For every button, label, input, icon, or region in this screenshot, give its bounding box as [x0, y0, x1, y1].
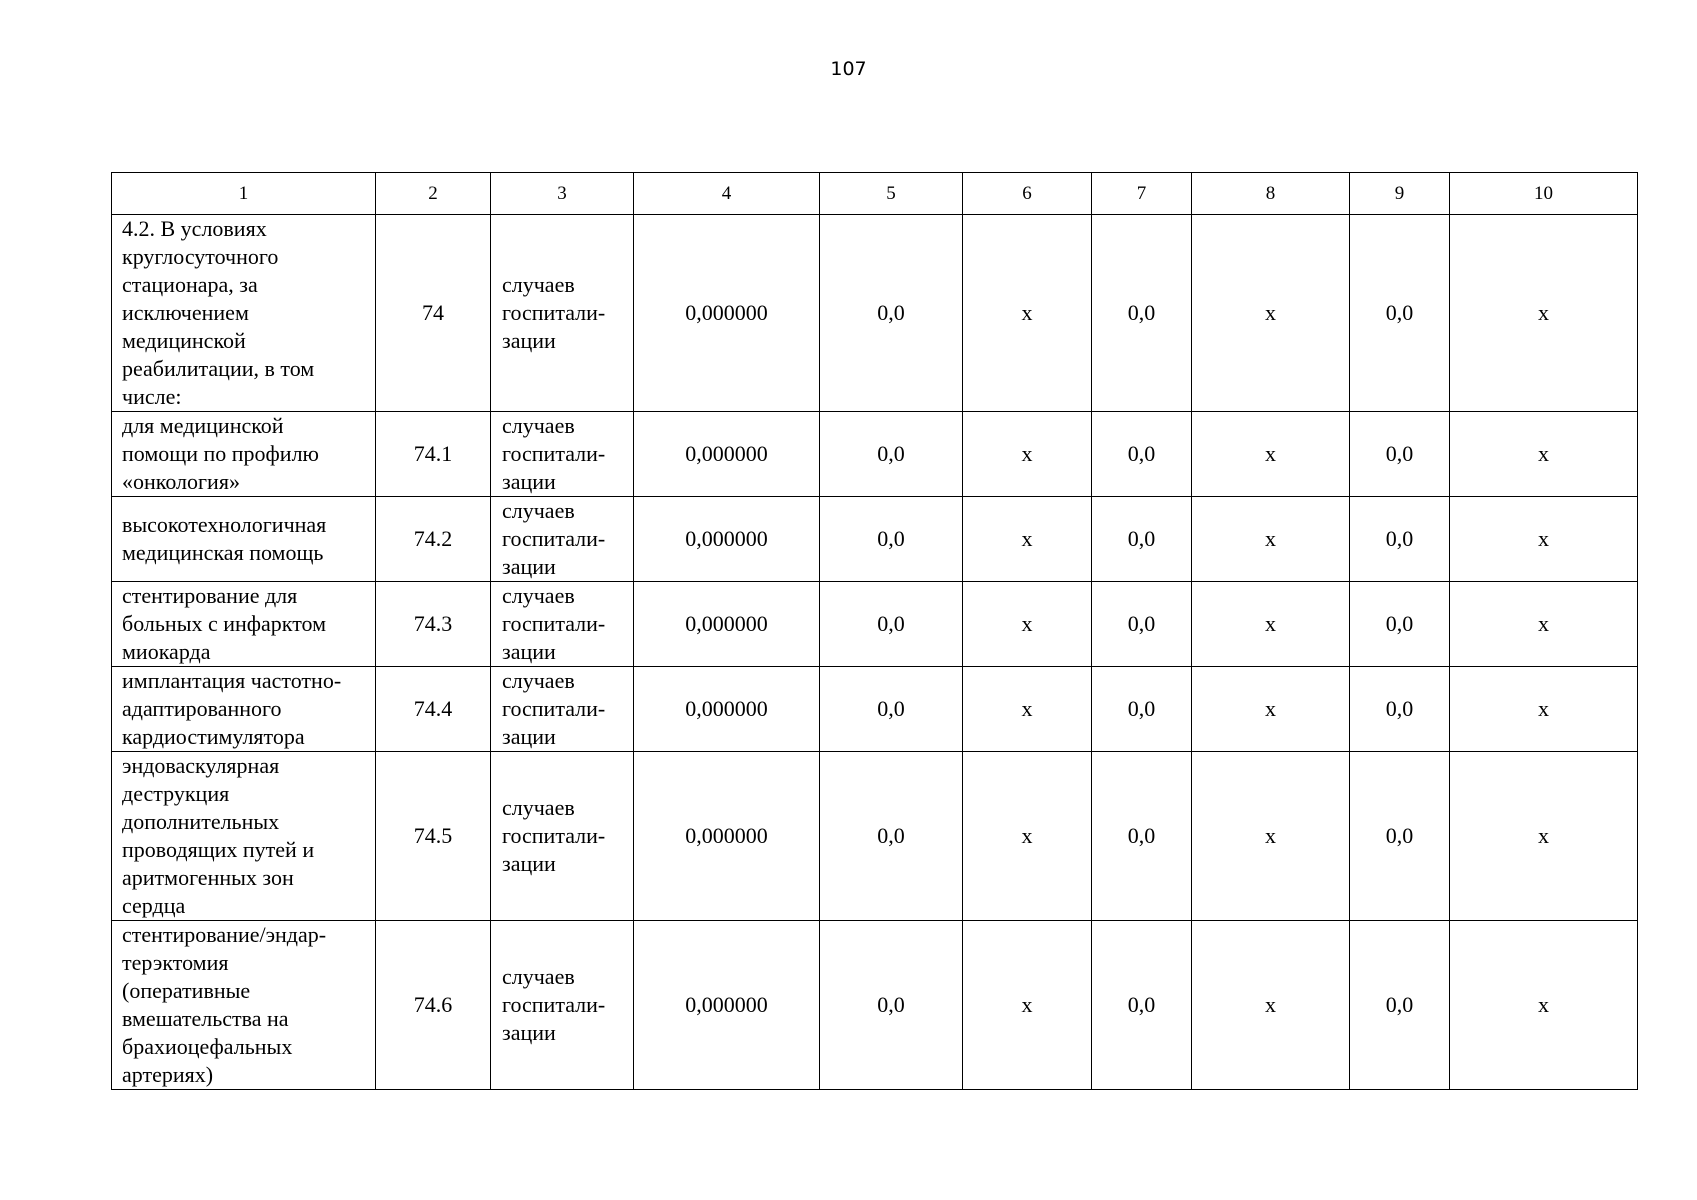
- row-value-cell: 0,000000: [634, 752, 820, 921]
- row-name-cell: для медицинской помощи по профилю «онкология»: [112, 412, 376, 497]
- row-value-cell: 0,000000: [634, 412, 820, 497]
- row-value-cell: х: [1192, 921, 1350, 1090]
- row-name-cell: 4.2. В условиях круглосуточного стационара, за исключением медицинской реабилитации, в том числе:: [112, 215, 376, 412]
- table-row: [112, 215, 1638, 412]
- row-value-cell: х: [1192, 497, 1350, 582]
- table-header: [112, 173, 1638, 215]
- row-value-cell: 0,0: [1350, 412, 1450, 497]
- table-row: [112, 497, 1638, 582]
- page-number: 107: [830, 58, 867, 80]
- row-code-cell: 74.1: [376, 412, 491, 497]
- row-value-cell: х: [1450, 752, 1638, 921]
- row-code-cell: 74.3: [376, 582, 491, 667]
- row-value-cell: 0,0: [1092, 752, 1192, 921]
- row-code-cell: 74.6: [376, 921, 491, 1090]
- row-value-cell: 0,0: [1350, 752, 1450, 921]
- row-value-cell: 0,0: [1350, 582, 1450, 667]
- row-unit-cell: случаев госпитали- зации: [491, 921, 634, 1090]
- row-value-cell: 0,000000: [634, 497, 820, 582]
- row-unit-cell: случаев госпитали- зации: [491, 215, 634, 412]
- row-name-cell: эндоваскулярная деструкция дополнительных проводящих путей и аритмогенных зон сердца: [112, 752, 376, 921]
- data-table: [111, 172, 1638, 1090]
- row-unit-cell: случаев госпитали- зации: [491, 582, 634, 667]
- row-name-cell: высокотехнологичная медицинская помощь: [112, 497, 376, 582]
- table-row: [112, 752, 1638, 921]
- row-value-cell: х: [963, 412, 1092, 497]
- row-value-cell: 0,0: [820, 497, 963, 582]
- row-value-cell: х: [963, 667, 1092, 752]
- row-code-cell: 74.5: [376, 752, 491, 921]
- row-code-cell: 74.2: [376, 497, 491, 582]
- table-row: [112, 667, 1638, 752]
- header-cell-3: 3: [491, 173, 634, 215]
- row-code-cell: 74: [376, 215, 491, 412]
- row-value-cell: х: [1192, 752, 1350, 921]
- row-value-cell: х: [1450, 412, 1638, 497]
- table-row: [112, 412, 1638, 497]
- header-cell-10: 10: [1450, 173, 1638, 215]
- row-value-cell: х: [1192, 412, 1350, 497]
- row-value-cell: 0,0: [820, 752, 963, 921]
- row-value-cell: х: [1450, 667, 1638, 752]
- table-row: [112, 921, 1638, 1090]
- row-value-cell: 0,000000: [634, 215, 820, 412]
- row-value-cell: х: [1192, 215, 1350, 412]
- row-value-cell: 0,0: [1092, 412, 1192, 497]
- row-unit-cell: случаев госпитали- зации: [491, 667, 634, 752]
- row-value-cell: 0,0: [820, 582, 963, 667]
- header-cell-2: 2: [376, 173, 491, 215]
- row-name-cell: имплантация частотно- адаптированного кардиостимулятора: [112, 667, 376, 752]
- row-value-cell: х: [963, 921, 1092, 1090]
- header-row: [112, 173, 1638, 215]
- table-body: [112, 215, 1638, 1090]
- row-value-cell: х: [1450, 582, 1638, 667]
- row-value-cell: 0,000000: [634, 582, 820, 667]
- row-value-cell: 0,0: [1350, 921, 1450, 1090]
- row-value-cell: 0,0: [1092, 667, 1192, 752]
- row-value-cell: 0,0: [820, 215, 963, 412]
- row-value-cell: х: [1450, 921, 1638, 1090]
- row-value-cell: х: [963, 582, 1092, 667]
- row-name-cell: стентирование/эндар- терэктомия (оперативные вмешательства на брахиоцефальных артериях): [112, 921, 376, 1090]
- row-value-cell: 0,0: [820, 667, 963, 752]
- row-unit-cell: случаев госпитали- зации: [491, 412, 634, 497]
- row-value-cell: 0,0: [1092, 582, 1192, 667]
- row-value-cell: 0,0: [1350, 215, 1450, 412]
- header-cell-8: 8: [1192, 173, 1350, 215]
- header-cell-1: 1: [112, 173, 376, 215]
- row-value-cell: 0,0: [1350, 497, 1450, 582]
- row-value-cell: 0,0: [1092, 497, 1192, 582]
- row-code-cell: 74.4: [376, 667, 491, 752]
- header-cell-5: 5: [820, 173, 963, 215]
- row-unit-cell: случаев госпитали- зации: [491, 752, 634, 921]
- row-value-cell: х: [963, 752, 1092, 921]
- row-value-cell: 0,0: [820, 921, 963, 1090]
- row-value-cell: 0,0: [820, 412, 963, 497]
- row-value-cell: х: [1450, 215, 1638, 412]
- row-value-cell: х: [1450, 497, 1638, 582]
- row-value-cell: 0,000000: [634, 921, 820, 1090]
- row-value-cell: 0,0: [1350, 667, 1450, 752]
- header-cell-9: 9: [1350, 173, 1450, 215]
- header-cell-4: 4: [634, 173, 820, 215]
- row-value-cell: 0,0: [1092, 921, 1192, 1090]
- row-value-cell: х: [963, 215, 1092, 412]
- row-unit-cell: случаев госпитали- зации: [491, 497, 634, 582]
- row-name-cell: стентирование для больных с инфарктом миокарда: [112, 582, 376, 667]
- row-value-cell: 0,000000: [634, 667, 820, 752]
- row-value-cell: 0,0: [1092, 215, 1192, 412]
- header-cell-7: 7: [1092, 173, 1192, 215]
- row-value-cell: х: [1192, 582, 1350, 667]
- table-row: [112, 582, 1638, 667]
- row-value-cell: х: [963, 497, 1092, 582]
- row-value-cell: х: [1192, 667, 1350, 752]
- header-cell-6: 6: [963, 173, 1092, 215]
